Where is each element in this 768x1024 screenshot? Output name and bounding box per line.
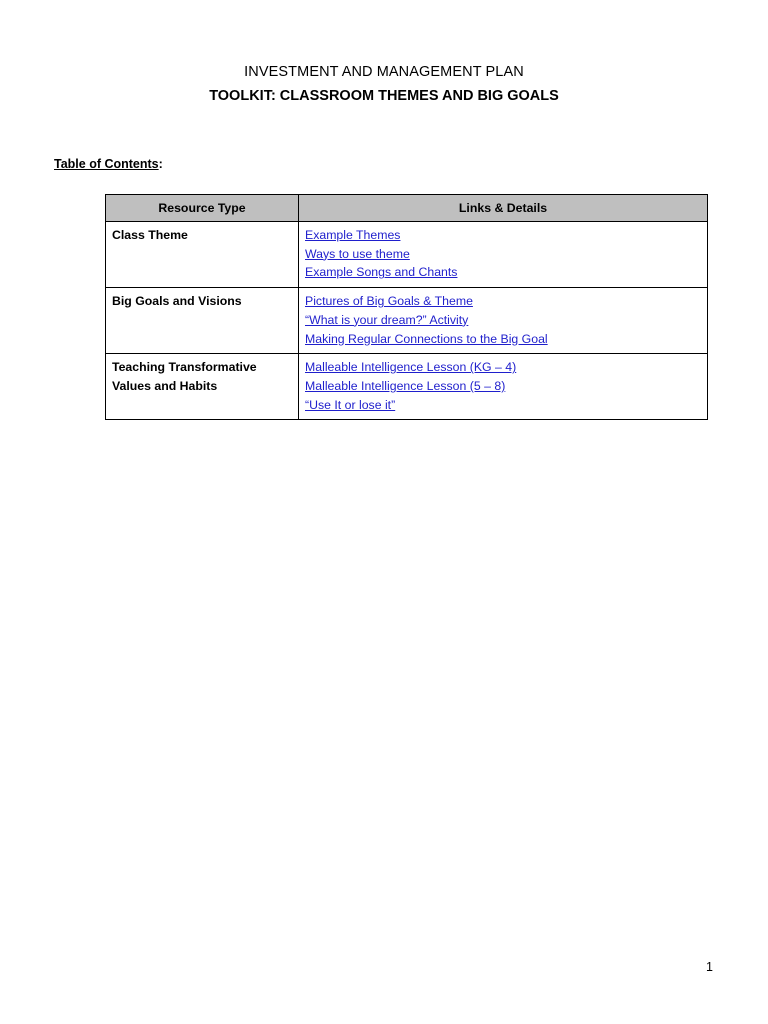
link-use-it-or-lose-it[interactable]: “Use It or lose it”	[305, 397, 396, 412]
header-resource-type: Resource Type	[106, 195, 299, 222]
document-title-line2: TOOLKIT: CLASSROOM THEMES AND BIG GOALS	[209, 88, 559, 104]
link-malleable-intelligence-kg4[interactable]: Malleable Intelligence Lesson (KG – 4)	[305, 360, 517, 375]
link-what-is-your-dream[interactable]: “What is your dream?” Activity	[305, 312, 469, 327]
toc-heading-colon: :	[158, 157, 163, 171]
document-title-line1: INVESTMENT AND MANAGEMENT PLAN	[244, 64, 524, 80]
table-row	[106, 222, 708, 288]
link-example-themes[interactable]: Example Themes	[305, 228, 401, 242]
toc-heading	[54, 157, 163, 171]
link-pictures-big-goals[interactable]: Pictures of Big Goals & Theme	[305, 294, 473, 309]
link-example-songs-chants[interactable]: Example Songs and Chants	[305, 265, 458, 280]
resource-type-cell: Big Goals and Visions	[106, 288, 299, 354]
resource-type-cell: Teaching Transformative Values and Habits	[106, 354, 299, 420]
link-regular-connections[interactable]: Making Regular Connections to the Big Goal	[305, 331, 548, 346]
links-cell	[299, 288, 708, 354]
link-ways-to-use-theme[interactable]: Ways to use theme	[305, 246, 410, 261]
links-cell	[299, 222, 708, 288]
resource-type-cell: Class Theme	[106, 222, 299, 288]
toc-heading-label: Table of Contents	[54, 157, 159, 171]
table-header-row	[106, 195, 708, 222]
table-row	[106, 354, 708, 420]
links-cell	[299, 354, 708, 420]
page-number: 1	[706, 960, 713, 974]
header-links-details: Links & Details	[299, 195, 708, 222]
link-malleable-intelligence-58[interactable]: Malleable Intelligence Lesson (5 – 8)	[305, 378, 506, 393]
table-row	[106, 288, 708, 354]
resource-table	[105, 194, 708, 420]
